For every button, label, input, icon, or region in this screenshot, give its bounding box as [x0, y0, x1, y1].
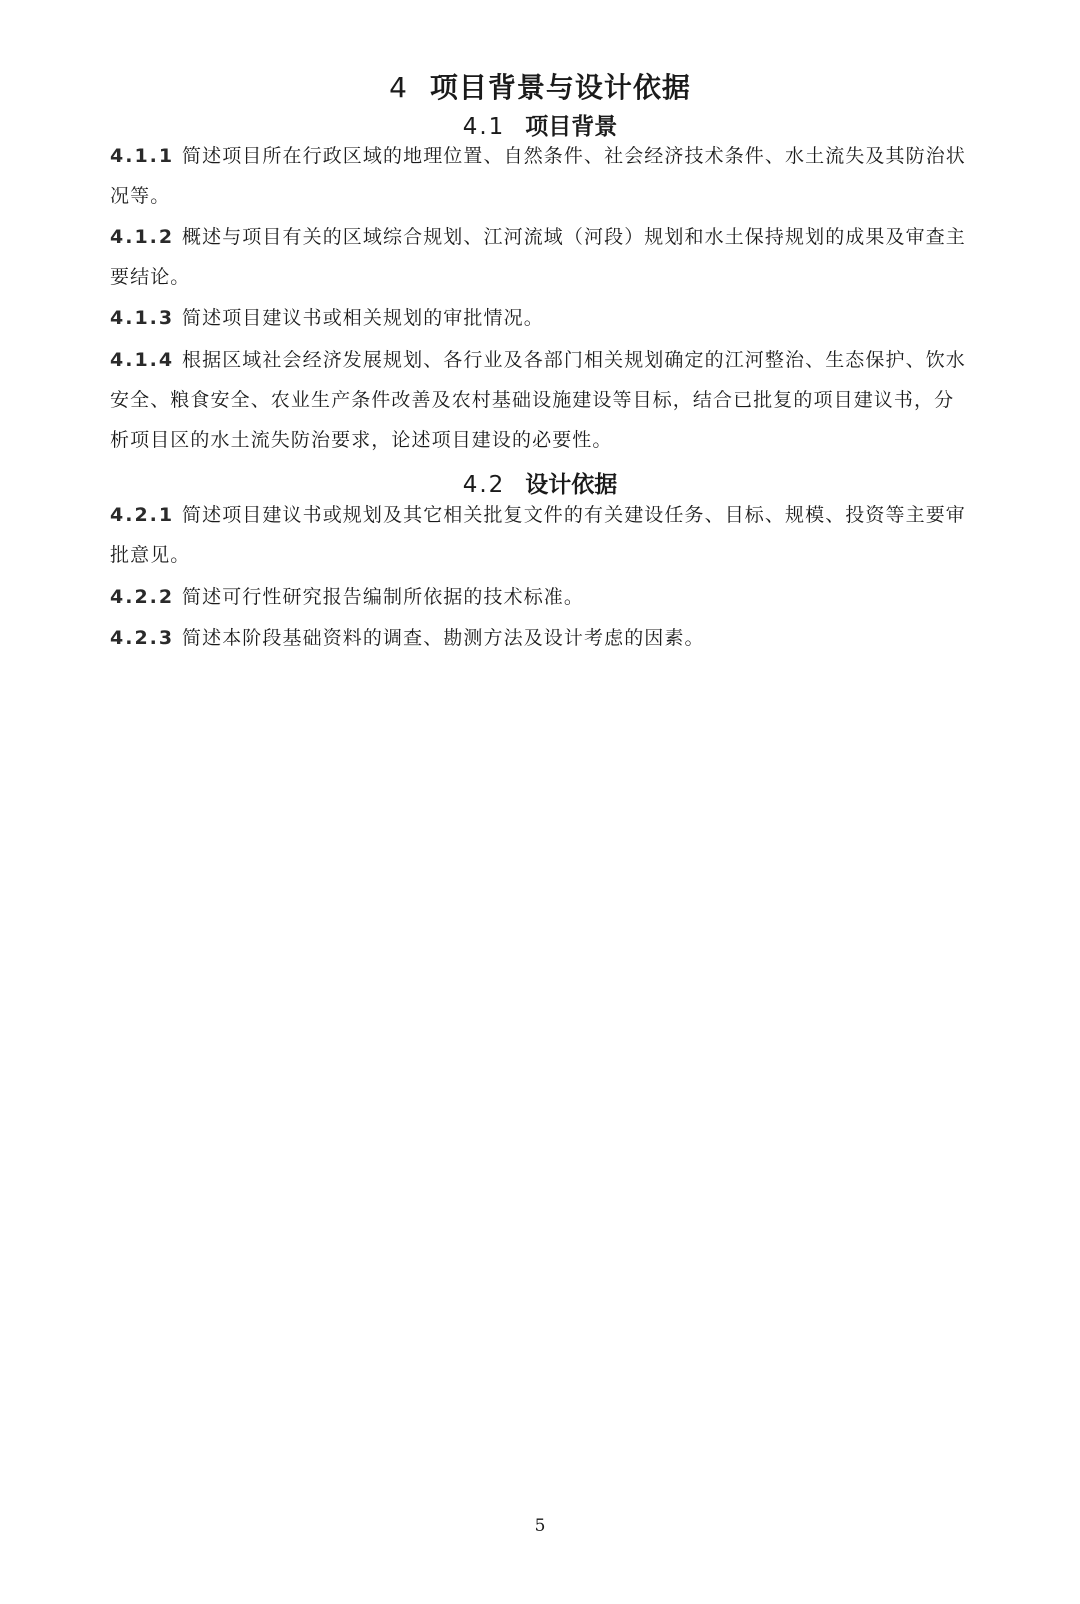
clause-text: 简述可行性研究报告编制所依据的技术标准。 — [182, 586, 585, 608]
clause-text: 简述本阶段基础资料的调查、勘测方法及设计考虑的因素。 — [182, 627, 705, 649]
clause-text: 根据区域社会经济发展规划、各行业及各部门相关规划确定的江河整治、生态保护、饮水安全、粮食安全、农业生产条件改善及农村基础设施建设等目标，结合已批复的项目建议书，分析项目区的水土流失防治要求，论述项目建设的必要性。 — [110, 349, 966, 451]
clause-text: 简述项目建议书或相关规划的审批情况。 — [182, 307, 544, 329]
clause-4-1-3 — [110, 298, 970, 338]
clause-4-2-3 — [110, 618, 970, 658]
clause-4-2-1 — [110, 495, 970, 575]
clause-number: 4.1.1 — [110, 145, 175, 167]
chapter-number: 4 — [389, 71, 408, 104]
clause-4-1-4 — [110, 340, 970, 460]
section-number: 4.1 — [462, 114, 506, 140]
clause-4-1-1 — [110, 136, 970, 216]
section-title-text: 项目背景 — [525, 114, 618, 140]
clause-text: 简述项目所在行政区域的地理位置、自然条件、社会经济技术条件、水土流失及其防治状况等。 — [110, 145, 966, 207]
chapter-title — [0, 68, 1080, 108]
page-number: 5 — [534, 1516, 546, 1536]
clause-number: 4.2.1 — [110, 504, 175, 526]
clause-number: 4.2.3 — [110, 627, 175, 649]
clause-4-1-2 — [110, 217, 970, 297]
clause-number: 4.1.4 — [110, 349, 175, 371]
clause-text: 概述与项目有关的区域综合规划、江河流域（河段）规划和水土保持规划的成果及审查主要结论。 — [110, 226, 966, 288]
clause-text: 简述项目建议书或规划及其它相关批复文件的有关建设任务、目标、规模、投资等主要审批意见。 — [110, 504, 966, 566]
clause-4-2-2 — [110, 577, 970, 617]
chapter-title-text: 项目背景与设计依据 — [429, 71, 691, 104]
section-number: 4.2 — [462, 472, 506, 498]
clause-number: 4.1.3 — [110, 307, 175, 329]
section-title-text: 设计依据 — [525, 472, 618, 498]
clause-number: 4.1.2 — [110, 226, 175, 248]
clause-number: 4.2.2 — [110, 586, 175, 608]
